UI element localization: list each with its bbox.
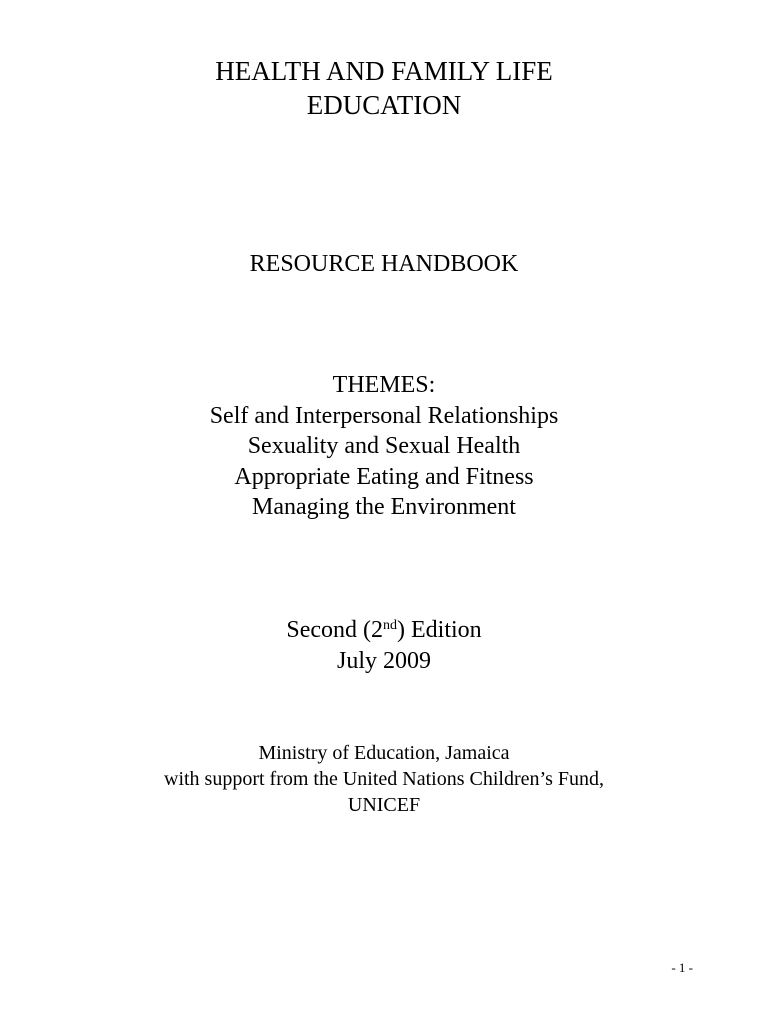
edition-suffix: ) Edition xyxy=(397,617,482,643)
title-line-2: EDUCATION xyxy=(306,90,462,120)
theme-item-eating-fitness: Appropriate Eating and Fitness xyxy=(234,463,534,490)
document-title xyxy=(0,54,768,122)
edition-prefix: Second (2 xyxy=(286,617,383,643)
page-number: - 1 - xyxy=(671,960,693,975)
title-line-1: HEALTH AND FAMILY LIFE xyxy=(215,56,553,86)
publisher-section xyxy=(0,740,768,818)
theme-item-sexuality: Sexuality and Sexual Health xyxy=(247,433,521,459)
edition-line xyxy=(0,615,768,646)
themes-section xyxy=(0,370,768,523)
publisher-support: with support from the United Nations Children’s Fund, xyxy=(164,768,604,790)
theme-item-self-relationships: Self and Interpersonal Relationships xyxy=(209,402,559,429)
edition-superscript: nd xyxy=(383,618,397,633)
themes-heading: THEMES: xyxy=(332,372,436,398)
theme-item-environment: Managing the Environment xyxy=(252,494,516,520)
edition-section xyxy=(0,615,768,677)
document-subtitle: RESOURCE HANDBOOK xyxy=(249,251,519,277)
edition-date: July 2009 xyxy=(336,648,431,674)
publisher-ministry: Ministry of Education, Jamaica xyxy=(258,742,510,764)
publisher-unicef: UNICEF xyxy=(347,794,421,816)
